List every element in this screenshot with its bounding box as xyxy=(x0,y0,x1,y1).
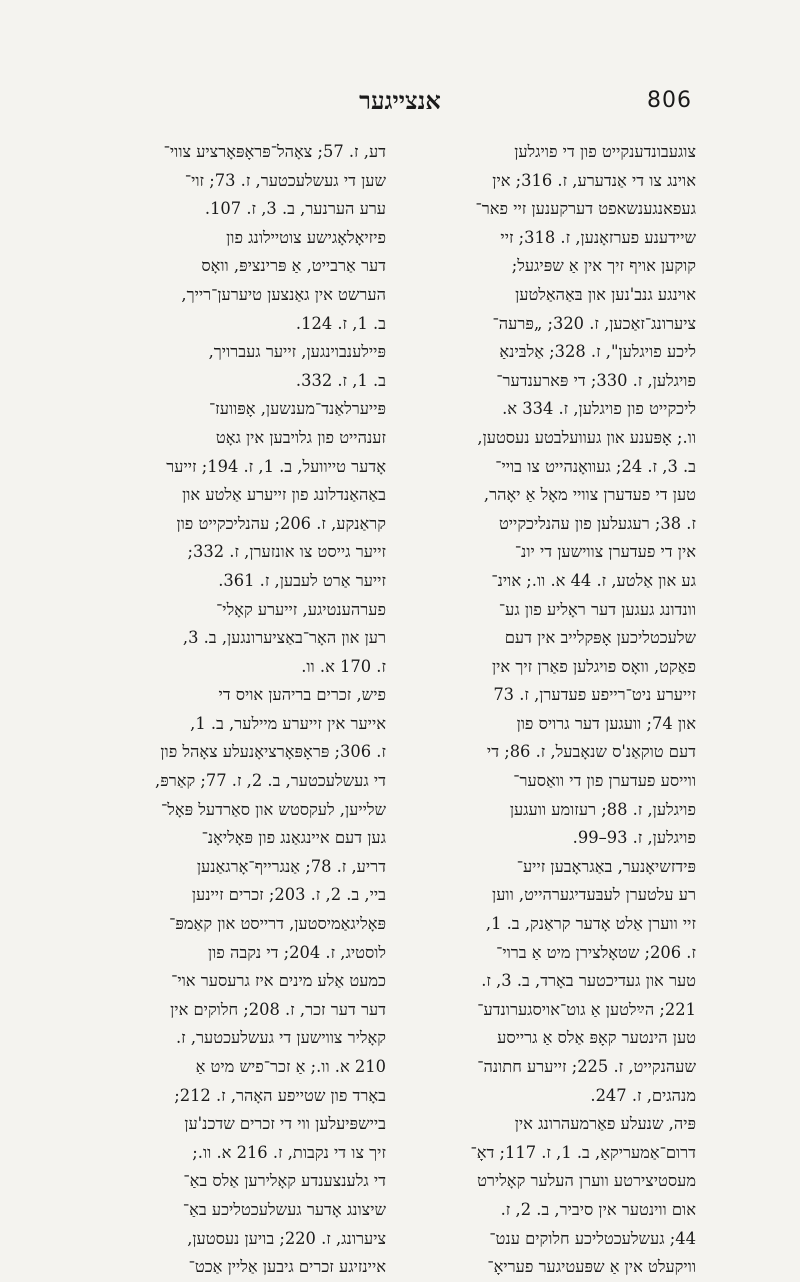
text-line: ציערונג־זאַכען, ז. 320; „פּרעה־ xyxy=(492,313,696,333)
text-line: ב. 1, ז. 332. xyxy=(295,370,386,390)
text-line: 44; געשלעכטליכע חלוקים ענט־ xyxy=(489,1228,696,1248)
text-line: וונדונג געגען דער ראָליע פון גע־ xyxy=(498,599,696,619)
text-line: פויגלען, ז. 88; רעזומע וועגען xyxy=(509,799,696,819)
text-line: גע און אַלטע, ז. 44 א. וו.; אוינ־ xyxy=(491,570,696,590)
text-line: ב. 1, ז. 124. xyxy=(295,313,386,333)
text-line: זיי ווערן אַלט אָדער קראַנק, ב. 1, xyxy=(485,914,696,934)
text-line: לוסטיג, ז. 204; די נקבה פון xyxy=(207,942,386,962)
text-line: דער אַרבייט, אַ פּרינציפּ, וואָס xyxy=(201,256,386,276)
text-line: רע עלטערן לעבּעדיגערהייט, ווען xyxy=(492,885,696,905)
text-line: זענהייט פון גלויבען אין גאָט xyxy=(215,427,386,447)
text-line: ליכקייט פון פויגלען, ז. 334 א. xyxy=(502,399,696,419)
text-line: מעסטיצירטע ווערן העלער קאָלירט xyxy=(477,1171,696,1191)
text-line: פּייערלאַנד־מענשען, אָפּוועז־ xyxy=(208,399,386,419)
page-header xyxy=(108,88,692,128)
text-line: שלעכטליכען אָפּקלייב אין דעם xyxy=(504,628,696,648)
text-line: ביישפּיעלען ווי די זכרים שדכנ'ען xyxy=(184,1114,386,1134)
text-line: אוינגע גנב'נען און בּאַהאַלטען xyxy=(515,284,696,304)
text-line: באָרד פון שטייפע האָהר, ז. 212; xyxy=(174,1085,386,1105)
text-line: ז. 38; רעגעלען פון עהנליכקייט xyxy=(498,513,696,533)
page-number: 806 xyxy=(647,88,692,113)
text-line: ז. 306; פּראָפּאָרציאָנעלע צאָהל פון xyxy=(160,742,386,762)
text-line: פּידזשיאָנער, באַגראָבען זייע־ xyxy=(516,856,696,876)
text-line: ציערונג, ז. 220; בויען נעסטען, xyxy=(187,1228,386,1248)
text-line: כמעט אַלע מינים איז גרעסער אוי־ xyxy=(171,971,386,991)
text-line: שיצונג אָדער געשלעכטליכע באַ־ xyxy=(182,1199,386,1219)
text-line: געפאנגענשאפט דערקענען זיי פאר־ xyxy=(475,199,696,219)
text-line: ווייסע פעדערן פון די וואַסער־ xyxy=(513,771,696,791)
text-line: 210 א. וו.; אַ זכר־פיש מיט אַ xyxy=(195,1057,386,1076)
text-line: קראַנקע, ז. 206; עהנליכקייט פון xyxy=(176,513,386,533)
text-line: פויגלען, ז. 330; די פּארענדער־ xyxy=(496,370,696,390)
text-line: וו.; אָפּענע און געוועלבטע נעסטען, xyxy=(477,427,696,447)
text-line: דרום־אַמעריקאַ, ב. 1, ז. 117; דאָ־ xyxy=(470,1142,696,1162)
text-line: פיש, זכרים בריהען אויס די xyxy=(218,685,386,705)
text-line: אָדער טייוועל, ב. 1, ז. 194; זייער xyxy=(166,456,386,476)
text-line: ביי, ב. 2, ז. 203; זכרים זיינען xyxy=(191,885,386,905)
text-line: ליכע פויגלען", ז. 328; אַלבּינאַ xyxy=(499,342,696,362)
text-line: טען די פעדערן צוויי מאָל אַ יאָהר, xyxy=(483,485,696,505)
text-line: שען די געשלעכטער, ז. 73; זוי־ xyxy=(184,170,386,190)
text-line: דער דער זכר, ז. 208; חלוקים אין xyxy=(170,999,386,1019)
text-line: אום ווינטער אין סיביר, ב. 2, ז. xyxy=(500,1199,696,1219)
text-line: פאַקט, וואָס פויגלען פאַרן זיך אין xyxy=(491,656,696,676)
text-line: דעם טוקאַנ'ס שנאָבעל, ז. 86; די xyxy=(486,742,696,762)
text-line: קוקען אויף זיך אין אַ שפּיגעל; xyxy=(511,256,696,276)
text-line: ערע הערנער, ב. 3, ז. 107. xyxy=(204,199,386,219)
text-line: אוינג צו די אַנדערע, ז. 316; אין xyxy=(492,170,696,190)
text-line: פּאָליגאַמיסטען, דרייסט און קאַמפּ־ xyxy=(169,914,386,934)
text-line: אין די פעדערן צווישען די יונ־ xyxy=(514,542,696,562)
text-line: די גלענצענדע קאָלירען אַלס באַ־ xyxy=(183,1171,386,1191)
text-line: טער און געדיכטער באָרד, ב. 3, ז. xyxy=(481,971,696,991)
text-line: זייער אַרט לעבען, ז. 361. xyxy=(218,570,386,590)
text-line: שלייען, לעקסטש און סאַרדעל פּאָל־ xyxy=(160,799,386,819)
text-line: שעהנקייט, ז. 225; זייערע חתונה־ xyxy=(477,1057,696,1076)
text-line: 221; הײַלטען אַ גוט־אויסגערונדע־ xyxy=(477,999,696,1019)
text-line: פּיילענבוינגען, זייער געברויך, xyxy=(208,342,386,362)
text-columns xyxy=(104,138,696,1282)
text-line: זייערע ניט־רייפע פעדערן, ז. 73 xyxy=(493,685,696,705)
text-line: שיידענע פערזאָנען, ז. 318; זיי xyxy=(500,227,696,247)
text-line: וויקעלט אין אַ שפּעטיגער פעריאָ־ xyxy=(487,1257,696,1277)
text-line: הערשט אין גאַנצען טיערען־רייך, xyxy=(181,284,386,304)
running-title: אנצייגער xyxy=(359,86,441,115)
text-line: פיזיאָלאָגישע צוטיילונג פון xyxy=(226,227,386,247)
text-line: זיך צו די נקבות, ז. 216 א. וו.; xyxy=(192,1142,386,1162)
text-line: טען הינטער קאָפּ אַלס אַ גרייסע xyxy=(497,1028,696,1048)
text-line: און 74; וועגען דער גרויס פון xyxy=(516,713,696,733)
text-line: פּיה, שנעלע פאַרמעהרונג אין xyxy=(514,1114,696,1134)
text-line: פערהענטיגע, זייערע קאָלי־ xyxy=(216,599,386,619)
text-line: אייער אין זייערע מיילער, ב. 1, xyxy=(190,713,386,733)
column-right xyxy=(414,138,696,1282)
text-line: ז. 170 א. וו. xyxy=(301,656,386,676)
text-line: באַהאַנדלונג פון זייערע אַלטע און xyxy=(182,485,386,505)
text-line: די געשלעכטער, ב. 2, ז. 77; קאַרפּ, xyxy=(155,771,386,791)
text-line: צוגעבונדענקייט פון די פויגלען xyxy=(514,142,696,161)
text-line: דע, ז. 57; צאָהל־פּראָפּאָרציע צווי־ xyxy=(163,142,386,161)
text-line: מנהגים, ז. 247. xyxy=(590,1085,696,1105)
text-line: זייער גייסט צו אונזערן, ז. 332; xyxy=(187,542,386,562)
text-line: פויגלען, ז. 93–99. xyxy=(572,828,696,848)
text-line: ז. 206; שטאָלצירן מיט אַ ברוי־ xyxy=(496,942,696,962)
text-line: איינזיגע זכרים גיבען אַליין אַכט־ xyxy=(188,1257,386,1277)
column-left xyxy=(104,138,386,1282)
text-line: דריע, ז. 78; אַנגרייף־אָרגאַנען xyxy=(196,856,386,876)
text-line: רען און האָר־באַציערונגען, ב. 3, xyxy=(182,628,386,648)
text-line: ב. 3, ז. 24; געוואָנהייט צו בויי־ xyxy=(495,456,696,476)
text-line: קאָליר צווישען די געשלעכטער, ז. xyxy=(175,1028,386,1048)
text-line: גען דעם איינגאַנג פון פּאָליאָנ־ xyxy=(201,828,386,848)
